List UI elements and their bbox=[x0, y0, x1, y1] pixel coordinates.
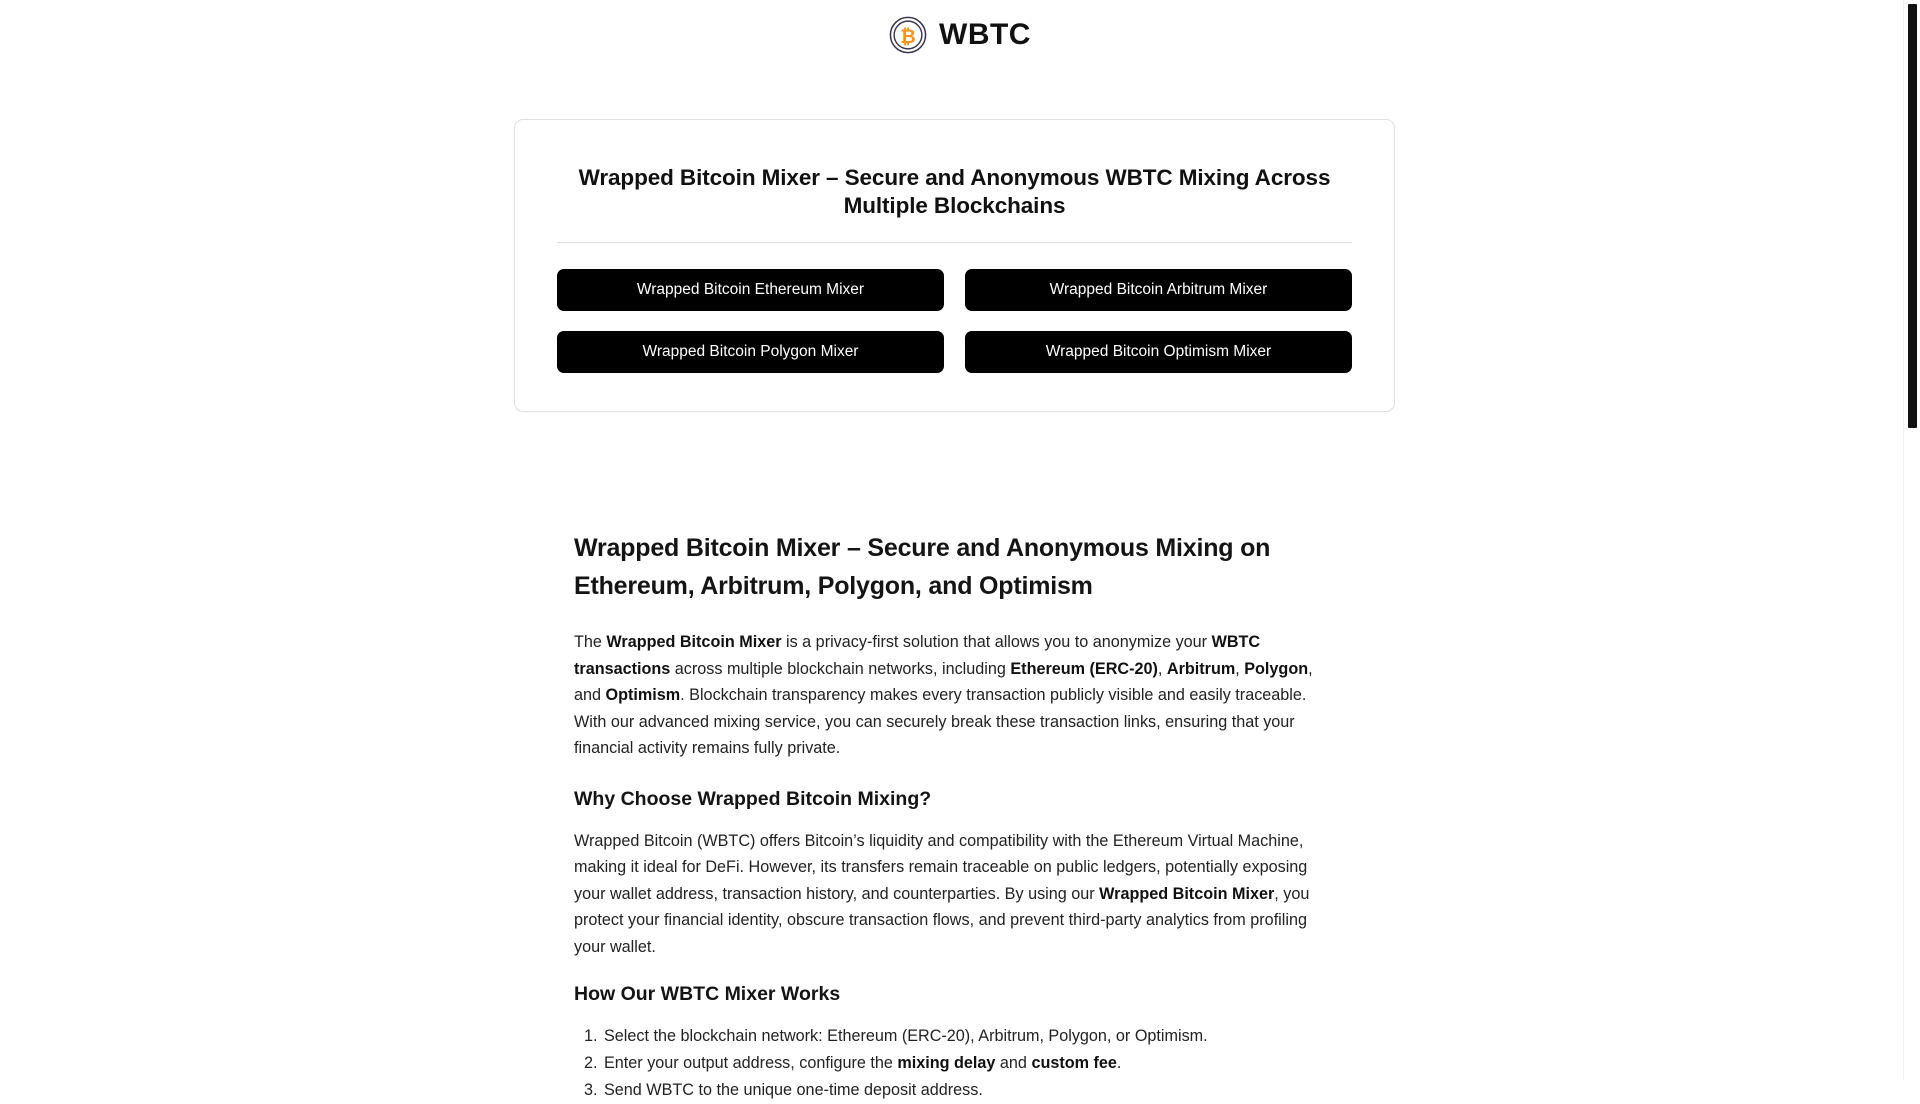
intro-paragraph bbox=[574, 629, 1340, 762]
article-heading: Wrapped Bitcoin Mixer – Secure and Anonymous Mixing on Ethereum, Arbitrum, Polygon, and Optimism bbox=[574, 534, 1271, 600]
button-ethereum-mixer[interactable]: Wrapped Bitcoin Ethereum Mixer bbox=[557, 269, 944, 311]
why-section-heading: Why Choose Wrapped Bitcoin Mixing? bbox=[574, 787, 932, 810]
step-3-text-a: Send WBTC to the unique one-time deposit address. bbox=[604, 1081, 983, 1099]
intro-text-7: . Blockchain transparency makes every transaction publicly visible and easily traceable. With our advanced mixing service, you can securely break these transaction links, ensuring that your financial activity remains fully private. bbox=[574, 686, 1307, 757]
intro-text-5: , bbox=[1235, 659, 1245, 678]
intro-text-4: , bbox=[1157, 659, 1167, 678]
list-item bbox=[602, 1050, 1340, 1077]
intro-text-3: across multiple blockchain networks, including bbox=[670, 659, 1011, 678]
list-item bbox=[602, 1077, 1340, 1104]
button-polygon-mixer[interactable]: Wrapped Bitcoin Polygon Mixer bbox=[557, 331, 944, 373]
bitcoin-b-glyph: ₿ bbox=[900, 27, 916, 49]
page-scrollbar-thumb[interactable] bbox=[1908, 4, 1917, 428]
step-2-bold-1: mixing delay bbox=[897, 1054, 996, 1072]
why-bold-1: Wrapped Bitcoin Mixer bbox=[1099, 884, 1275, 903]
step-2-bold-2: custom fee bbox=[1031, 1054, 1117, 1072]
wbtc-logo[interactable] bbox=[889, 16, 1031, 54]
why-section-paragraph bbox=[574, 828, 1340, 961]
card-divider bbox=[557, 242, 1352, 243]
step-1-text-a: Select the blockchain network: Ethereum (ERC-20), Arbitrum, Polygon, or Optimism. bbox=[604, 1027, 1208, 1045]
intro-bold-1: Wrapped Bitcoin Mixer bbox=[606, 633, 782, 651]
wbtc-coin-icon bbox=[889, 16, 927, 54]
step-2-text-b: and bbox=[995, 1054, 1032, 1072]
card-title: Wrapped Bitcoin Mixer – Secure and Anonymous WBTC Mixing Across Multiple Blockchains bbox=[578, 165, 1331, 218]
why-text-2: , you protect your financial identity, obscure transaction flows, and prevent third-party analytics from profiling your wallet. bbox=[574, 884, 1310, 956]
button-optimism-mixer[interactable]: Wrapped Bitcoin Optimism Mixer bbox=[965, 331, 1352, 373]
intro-text-2: is a privacy-first solution that allows you to anonymize your bbox=[781, 633, 1212, 651]
mixer-network-card bbox=[514, 119, 1395, 412]
intro-text-6: , and bbox=[574, 659, 1313, 704]
intro-bold-3: Ethereum (ERC-20) bbox=[1010, 659, 1158, 678]
why-text-1: Wrapped Bitcoin (WBTC) offers Bitcoin’s liquidity and compatibility with the Ethereum Virtual Machine, making it ideal for DeFi. However, its transfers remain traceable on public ledgers, potentially exposing your wallet address, transaction history, and counterparties. By using our bbox=[574, 831, 1308, 903]
intro-bold-6: Optimism bbox=[605, 686, 681, 704]
step-2-text-c: . bbox=[1116, 1054, 1122, 1072]
page-scrollbar-track[interactable] bbox=[1903, 0, 1920, 1080]
mixer-steps-list bbox=[574, 1023, 1340, 1104]
intro-text-1: The bbox=[574, 633, 607, 651]
brand-wordmark: WBTC bbox=[939, 18, 1031, 51]
article-content bbox=[574, 529, 1340, 1104]
site-header bbox=[0, 0, 1920, 54]
network-button-grid bbox=[557, 269, 1352, 373]
button-arbitrum-mixer[interactable]: Wrapped Bitcoin Arbitrum Mixer bbox=[965, 269, 1352, 311]
intro-bold-4: Arbitrum bbox=[1166, 659, 1236, 678]
step-2-text-a: Enter your output address, configure the bbox=[604, 1054, 898, 1072]
list-item bbox=[602, 1023, 1340, 1050]
intro-bold-2: WBTC transactions bbox=[574, 633, 1261, 678]
how-section-heading: How Our WBTC Mixer Works bbox=[574, 983, 841, 1005]
intro-bold-5: Polygon bbox=[1244, 659, 1309, 678]
